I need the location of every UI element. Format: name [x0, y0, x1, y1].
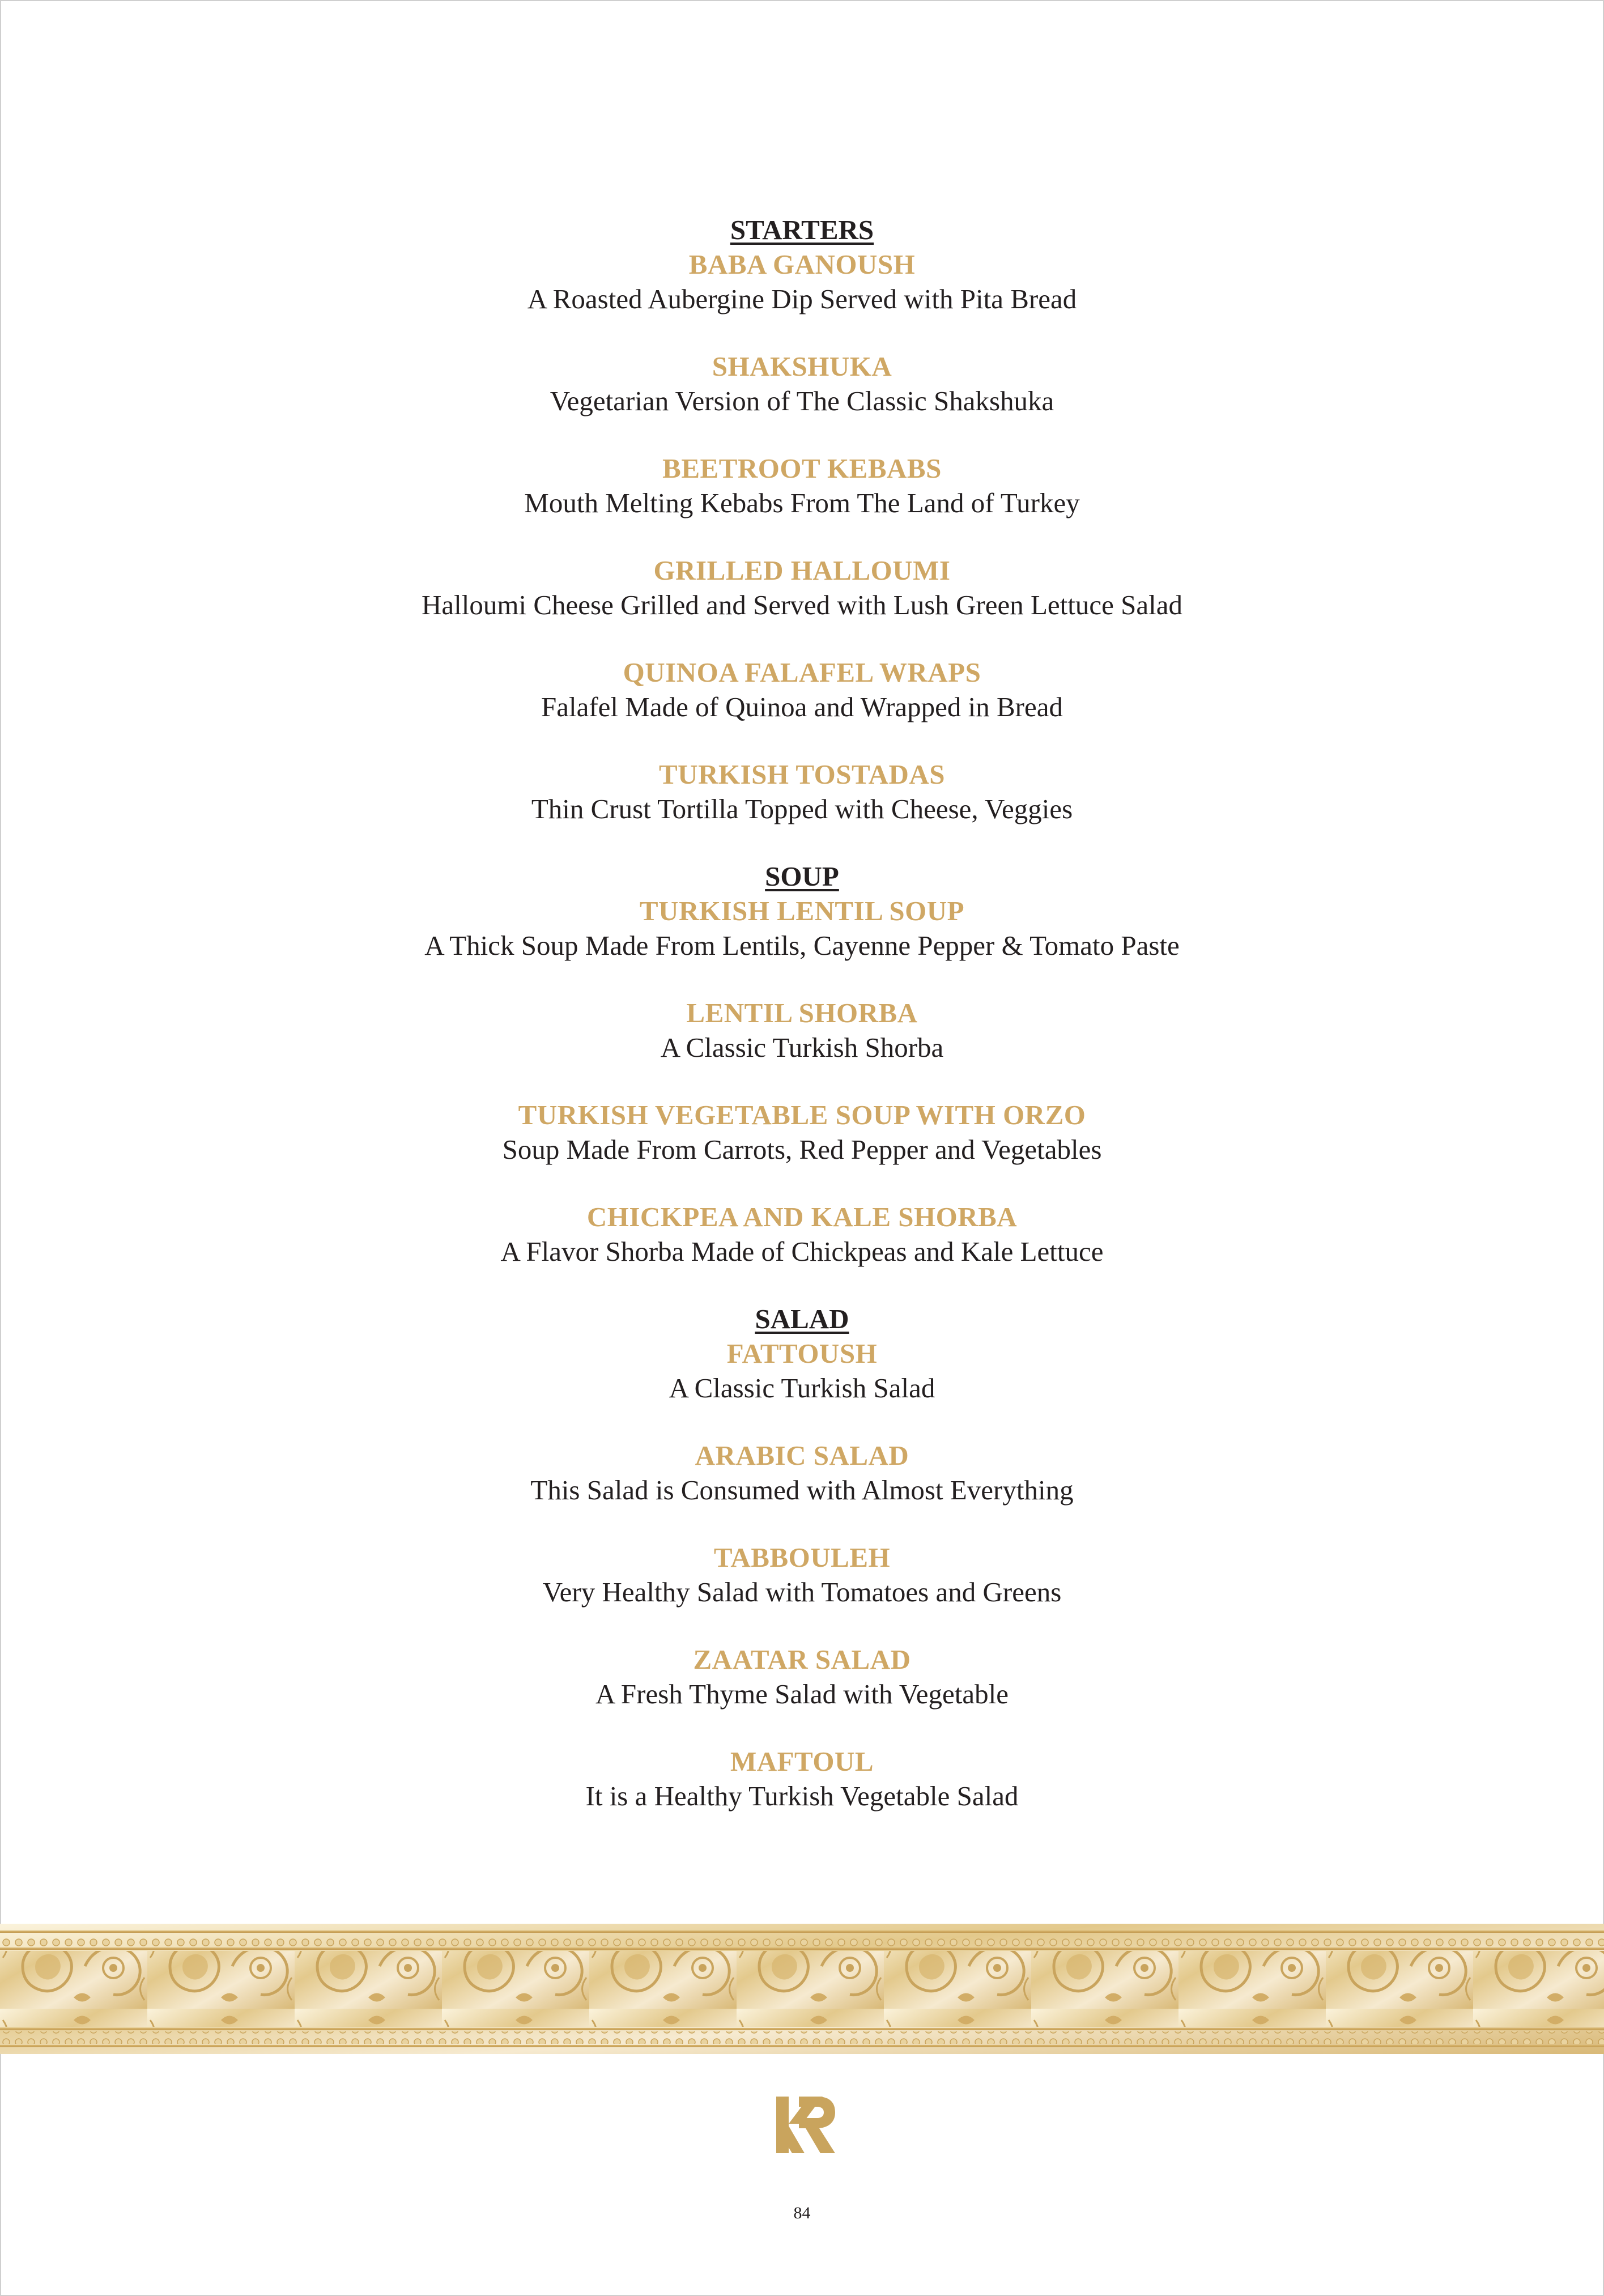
item-name: GRILLED HALLOUMI	[653, 555, 951, 586]
item-name: TURKISH TOSTADAS	[659, 759, 945, 790]
menu-content	[0, 212, 1604, 1813]
item-description: A Flavor Shorba Made of Chickpeas and Kale Lettuce	[500, 1236, 1104, 1267]
menu-item	[0, 247, 1604, 316]
item-name: TURKISH VEGETABLE SOUP WITH ORZO	[518, 1099, 1086, 1130]
menu-item	[0, 1200, 1604, 1269]
menu-item	[0, 655, 1604, 724]
item-name: TURKISH LENTIL SOUP	[639, 895, 965, 926]
item-description: Halloumi Cheese Grilled and Served with Lush Green Lettuce Salad	[421, 589, 1183, 620]
menu-item	[0, 1098, 1604, 1167]
menu-item	[0, 553, 1604, 622]
menu-item	[0, 1642, 1604, 1711]
item-description: Thin Crust Tortilla Topped with Cheese, Veggies	[531, 793, 1073, 824]
item-description: A Roasted Aubergine Dip Served with Pita Bread	[527, 283, 1077, 314]
kr-monogram-logo	[776, 2097, 835, 2153]
section-title: SALAD	[755, 1303, 849, 1334]
item-description: Soup Made From Carrots, Red Pepper and Vegetables	[502, 1134, 1102, 1165]
menu-item	[0, 757, 1604, 826]
menu-item	[0, 451, 1604, 520]
section-starters	[0, 212, 1604, 826]
menu-item	[0, 349, 1604, 418]
item-description: A Classic Turkish Shorba	[660, 1032, 944, 1063]
section-soup	[0, 859, 1604, 1269]
item-name: LENTIL SHORBA	[686, 997, 918, 1028]
page-number: 84	[793, 2204, 811, 2222]
item-description: A Fresh Thyme Salad with Vegetable	[595, 1678, 1009, 1710]
item-description: Vegetarian Version of The Classic Shakshuka	[550, 385, 1054, 416]
item-description: It is a Healthy Turkish Vegetable Salad	[585, 1780, 1019, 1812]
menu-item	[0, 996, 1604, 1065]
item-name: MAFTOUL	[730, 1746, 874, 1777]
section-salad	[0, 1302, 1604, 1813]
section-title: STARTERS	[730, 214, 874, 245]
menu-item	[0, 1336, 1604, 1405]
item-name: BEETROOT KEBABS	[662, 453, 942, 484]
menu-item	[0, 1744, 1604, 1813]
section-title: SOUP	[765, 861, 839, 892]
menu-item	[0, 1540, 1604, 1609]
item-name: TABBOULEH	[713, 1542, 891, 1573]
item-description: This Salad is Consumed with Almost Everything	[530, 1474, 1074, 1506]
item-name: QUINOA FALAFEL WRAPS	[623, 657, 981, 688]
menu-item	[0, 1438, 1604, 1507]
item-description: A Classic Turkish Salad	[669, 1372, 935, 1404]
item-name: ARABIC SALAD	[695, 1440, 909, 1471]
item-name: ZAATAR SALAD	[693, 1644, 911, 1675]
item-name: BABA GANOUSH	[688, 249, 916, 280]
item-description: Falafel Made of Quinoa and Wrapped in Bread	[541, 691, 1063, 722]
item-name: SHAKSHUKA	[712, 351, 892, 382]
menu-item	[0, 894, 1604, 963]
ornamental-border-band	[0, 1924, 1604, 2054]
item-description: Very Healthy Salad with Tomatoes and Greens	[542, 1576, 1062, 1608]
item-description: Mouth Melting Kebabs From The Land of Turkey	[524, 487, 1080, 518]
item-description: A Thick Soup Made From Lentils, Cayenne Pepper & Tomato Paste	[424, 930, 1180, 961]
item-name: FATTOUSH	[726, 1338, 878, 1369]
item-name: CHICKPEA AND KALE SHORBA	[586, 1201, 1018, 1232]
